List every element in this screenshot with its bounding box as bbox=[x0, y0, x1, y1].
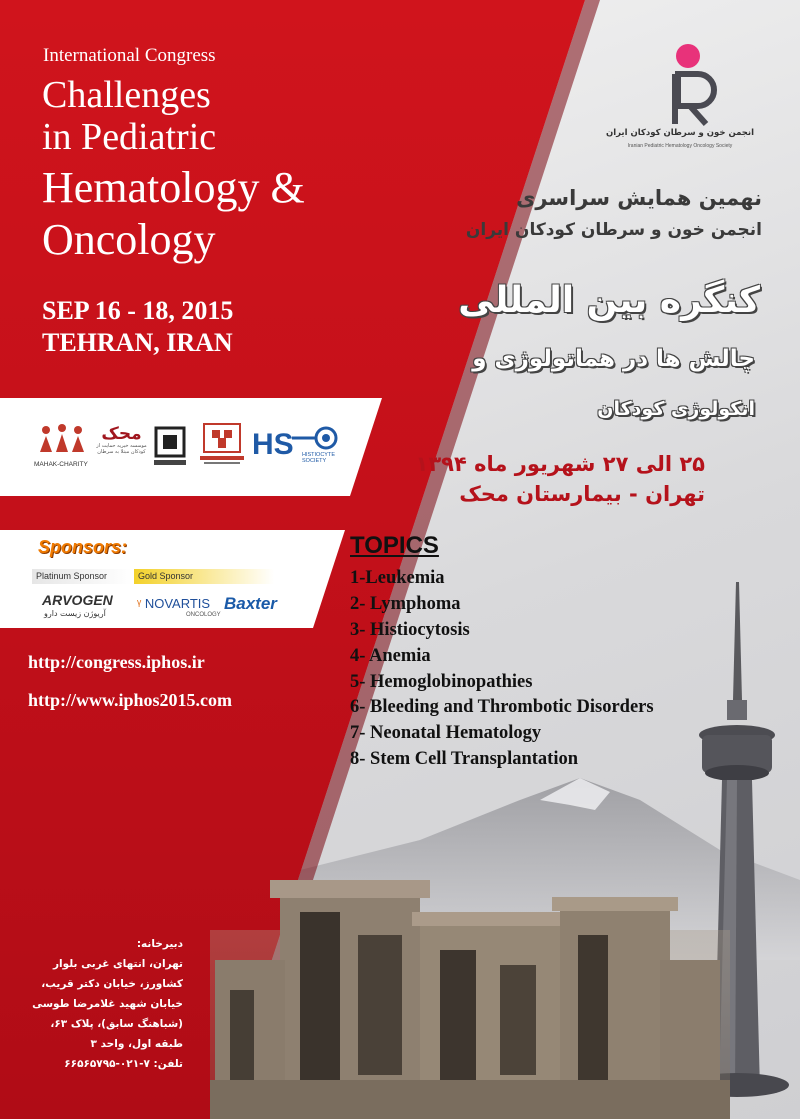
address-line-5: (شباهنگ سابق)، پلاک ۶۳، bbox=[50, 1017, 183, 1030]
persepolis-ruins-icon bbox=[210, 880, 730, 1119]
topic-item: 1-Leukemia bbox=[350, 568, 445, 588]
event-date: SEP 16 - 18, 2015 bbox=[42, 296, 234, 325]
venue-fa: تهران - بیمارستان محک bbox=[459, 482, 705, 506]
society-name-fa: انجمن خون و سرطان کودکان ایران bbox=[605, 128, 755, 138]
address-line-6: طبقه اول، واحد ۳ bbox=[90, 1037, 183, 1050]
title-line-2: in Pediatric bbox=[42, 116, 217, 158]
congress-subtitle: International Congress bbox=[43, 45, 216, 66]
novartis-oncology-label: ONCOLOGY bbox=[186, 612, 221, 618]
novartis-logo bbox=[137, 596, 210, 611]
hs-initials: HS bbox=[252, 428, 294, 461]
topic-item: 8- Stem Cell Transplantation bbox=[350, 749, 579, 769]
url-congress[interactable]: http://congress.iphos.ir bbox=[28, 652, 205, 672]
challenges-fa: چالش ها در هماتولوژی و bbox=[472, 346, 755, 372]
gold-sponsor-label: Gold Sponsor bbox=[138, 571, 194, 581]
topics-heading: TOPICS bbox=[350, 532, 439, 559]
dates-fa: ۲۵ الی ۲۷ شهریور ماه ۱۳۹۴ bbox=[415, 452, 705, 476]
iphos-logo bbox=[664, 42, 724, 133]
histiocyte-society-logo bbox=[252, 424, 344, 473]
hospital-emblem-icon bbox=[198, 420, 246, 468]
baxter-logo: Baxter bbox=[224, 594, 277, 613]
novartis-flame-icon: ᵞ bbox=[137, 596, 142, 611]
topic-item: 4- Anemia bbox=[350, 646, 431, 666]
mahak-charity-logo bbox=[34, 422, 88, 468]
address-line-2: تهران، انتهای غربی بلوار bbox=[53, 957, 183, 970]
topic-item: 3- Histiocytosis bbox=[350, 620, 470, 640]
iphos-emblem-icon bbox=[664, 42, 724, 128]
address-line-4: خیابان شهید غلامرضا طوسی bbox=[32, 997, 183, 1010]
address-line-3: کشاورز، خیابان دکتر قریب، bbox=[41, 977, 183, 990]
mahak-figures-icon bbox=[38, 422, 86, 456]
university-logo bbox=[152, 424, 188, 473]
platinum-sponsor-label: Platinum Sponsor bbox=[36, 571, 108, 581]
mahak-charity-label: MAHAK-CHARITY bbox=[34, 461, 88, 468]
histiocyte-label bbox=[302, 452, 335, 464]
international-congress-fa: کنگره بین المللی bbox=[458, 280, 760, 321]
sponsors-title: Sponsors: bbox=[38, 537, 128, 557]
topic-item: 6- Bleeding and Thrombotic Disorders bbox=[350, 697, 654, 717]
histiocyte-word: HISTIOCYTE bbox=[302, 452, 336, 458]
mahak-sub-label: موسسه خیریه حمایت از کودکان مبتلا به سرطان bbox=[96, 443, 147, 455]
university-emblem-icon bbox=[152, 424, 188, 468]
mahak-fa-logo bbox=[94, 424, 149, 455]
topic-item: 2- Lymphoma bbox=[350, 594, 461, 614]
mahak-fa-label: محک bbox=[101, 424, 142, 444]
topic-item: 7- Neonatal Hematology bbox=[350, 723, 542, 743]
ninth-national-meeting: نهمین همایش سراسری bbox=[516, 186, 762, 210]
event-place: TEHRAN, IRAN bbox=[42, 328, 233, 357]
title-line-4: Oncology bbox=[42, 215, 216, 264]
address-line-7: تلفن: ۷-۰۲۱-۶۶۵۶۵۷۹۵ bbox=[64, 1057, 183, 1070]
title-line-3: Hematology & bbox=[42, 163, 305, 212]
society-name-en: Iranian Pediatric Hematology Oncology Society bbox=[627, 143, 733, 149]
arvogen-fa-label: آریوژن زیست دارو bbox=[44, 609, 106, 618]
pediatric-oncology-fa: انکولوژی کودکان bbox=[597, 398, 755, 420]
novartis-word: NOVARTIS bbox=[144, 596, 211, 611]
topic-item: 5- Hemoglobinopathies bbox=[350, 672, 533, 692]
association-name: انجمن خون و سرطان کودکان ایران bbox=[465, 220, 762, 240]
hospital-logo bbox=[198, 420, 246, 473]
url-iphos2015[interactable]: http://www.iphos2015.com bbox=[28, 690, 233, 710]
arvogen-logo: ARVOGEN bbox=[42, 592, 113, 608]
society-word: SOCIETY bbox=[302, 458, 327, 465]
address-line-1: دبیرخانه: bbox=[136, 938, 183, 950]
secretariat-address bbox=[18, 935, 183, 1075]
title-line-1: Challenges bbox=[42, 74, 211, 116]
